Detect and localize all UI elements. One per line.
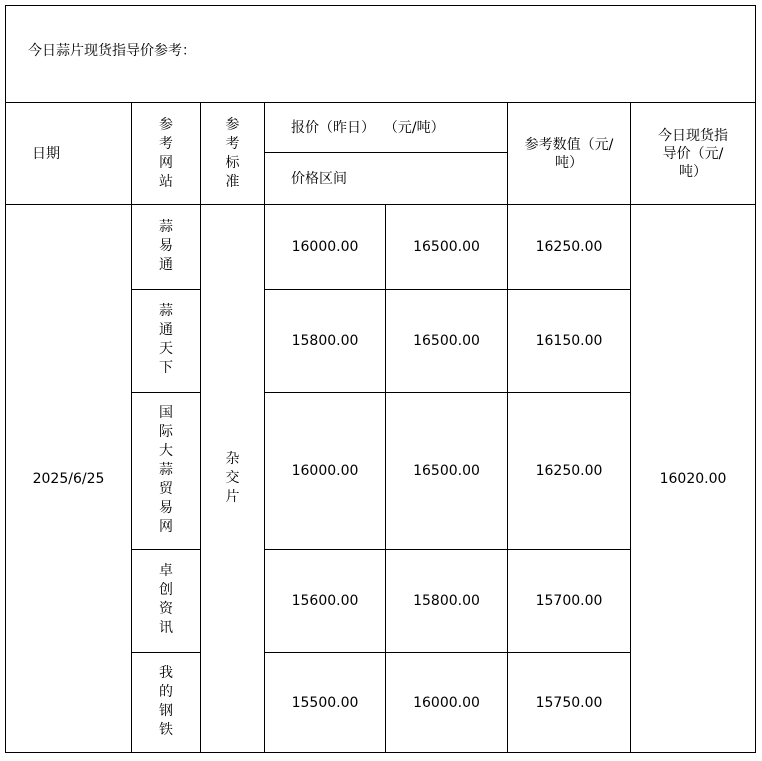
price-high: 16500.00 bbox=[386, 205, 508, 290]
site-label: 蒜通天下 bbox=[159, 303, 173, 376]
standard-label: 杂交片 bbox=[225, 451, 240, 505]
date-cell: 2025/6/25 bbox=[6, 205, 132, 753]
header-standard bbox=[201, 103, 265, 205]
price-low: 15800.00 bbox=[265, 290, 386, 393]
header-site-label: 参考网站 bbox=[159, 116, 173, 190]
price-high: 16000.00 bbox=[386, 653, 508, 753]
site-cell bbox=[132, 205, 201, 290]
header-guide-label: 今日现货指导价（元/吨） bbox=[658, 127, 729, 180]
site-label: 卓创资讯 bbox=[159, 563, 173, 636]
site-cell bbox=[132, 550, 201, 653]
site-label: 蒜易通 bbox=[159, 218, 173, 273]
site-label: 我的钢铁 bbox=[159, 664, 173, 738]
title-cell bbox=[6, 6, 756, 103]
site-cell bbox=[132, 653, 201, 753]
header-reference-label: 参考数值（元/吨） bbox=[524, 136, 614, 171]
reference-value: 16150.00 bbox=[508, 290, 631, 393]
standard-cell bbox=[201, 205, 265, 753]
guide-price-cell: 16020.00 bbox=[631, 205, 756, 753]
header-reference bbox=[508, 103, 631, 205]
header-date: 日期 bbox=[6, 103, 132, 205]
header-guide bbox=[631, 103, 756, 205]
header-standard-label: 参考标准 bbox=[225, 116, 240, 190]
reference-value: 16250.00 bbox=[508, 205, 631, 290]
reference-value: 16250.00 bbox=[508, 393, 631, 550]
reference-value: 15750.00 bbox=[508, 653, 631, 753]
header-site bbox=[132, 103, 201, 205]
price-table bbox=[5, 5, 756, 753]
price-high: 16500.00 bbox=[386, 393, 508, 550]
price-low: 15600.00 bbox=[265, 550, 386, 653]
header-range: 价格区间 bbox=[265, 153, 508, 205]
price-low: 15500.00 bbox=[265, 653, 386, 753]
price-low: 16000.00 bbox=[265, 393, 386, 550]
price-high: 16500.00 bbox=[386, 290, 508, 393]
header-quote: 报价（昨日） （元/吨） bbox=[265, 103, 508, 153]
site-cell bbox=[132, 290, 201, 393]
site-cell bbox=[132, 393, 201, 550]
price-high: 15800.00 bbox=[386, 550, 508, 653]
price-low: 16000.00 bbox=[265, 205, 386, 290]
page-title: 今日蒜片现货指导价参考： bbox=[28, 43, 196, 59]
reference-value: 15700.00 bbox=[508, 550, 631, 653]
site-label: 国际大蒜贸易网 bbox=[159, 404, 173, 535]
